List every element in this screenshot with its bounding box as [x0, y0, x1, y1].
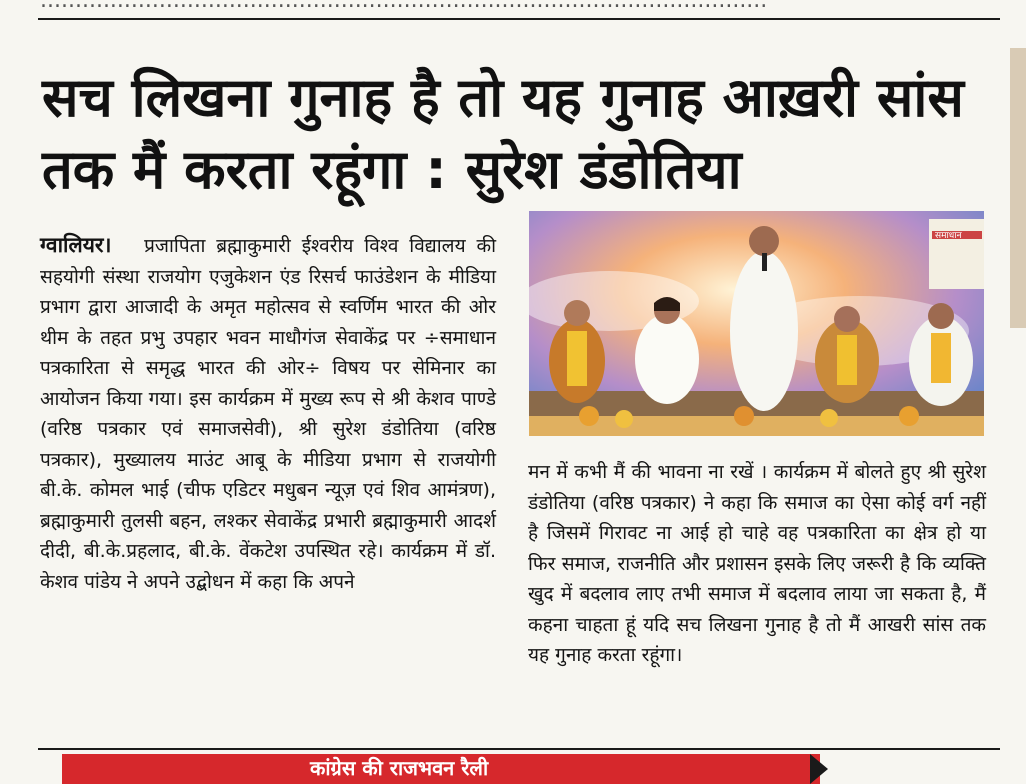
previous-article-cut-text: ........................................................................................................	[40, 0, 768, 13]
top-divider	[38, 18, 1000, 20]
article-column-left	[40, 230, 496, 597]
adjacent-photo-edge	[1010, 48, 1026, 328]
article-body-right: मन में कभी मैं की भावना ना रखें । कार्यक्रम में बोलते हुए श्री सुरेश डंडोतिया (वरिष्ठ पत्रकार) ने कहा कि समाज का ऐसा कोई वर्ग नहीं है जिसमें गिरावट ना आई हो चाहे वह पत्रकारिता का क्षेत्र हो या फिर समाज, राजनीति और प्रशासन इसके लिए जरूरी है कि व्यक्ति खुद में बदलाव लाए तभी समाज में बदलाव लाया जा सकता है, मैं कहना चाहता हूं यदि सच लिखना गुनाह है तो मैं आखरी सांस तक यह गुनाह करता रहूंगा।	[528, 461, 986, 666]
bottom-divider	[38, 748, 1000, 750]
photo-banner-text: समाधान	[935, 231, 962, 241]
event-photo	[529, 211, 984, 436]
banner-arrow	[810, 754, 828, 784]
dateline: ग्वालियर।	[40, 233, 112, 257]
article-body-left: प्रजापिता ब्रह्माकुमारी ईश्वरीय विश्व विद्यालय की सहयोगी संस्था राजयोग एजुकेशन एंड रिसर्च फाउंडेशन के मीडिया प्रभाग द्वारा आजादी के अमृत महोत्सव से स्वर्णिम भारत की ओर थीम के तहत प्रभु उपहार भवन माधौगंज सेवाकेंद्र पर ÷समाधान पत्रकारिता से समृद्ध भारत की ओर÷ विषय पर सेमिनार का आयोजन किया गया। इस कार्यक्रम में मुख्य रूप से श्री केशव पाण्डे (वरिष्ठ पत्रकार एवं समाजसेवी), श्री सुरेश डंडोतिया (वरिष्ठ पत्रकार), मुख्यालय माउंट आबू के मीडिया प्रभाग से राजयोगी बी.के. कोमल भाई (चीफ एडिटर मधुबन न्यूज़ एवं शिव आमंत्रण), ब्रह्माकुमारी तुलसी बहन, लश्कर सेवाकेंद्र प्रभारी ब्रह्माकुमारी आदर्श दीदी, बी.के.प्रहलाद, बी.के. वेंकटेश उपस्थित रहे। कार्यक्रम में डॉ. केशव पांडेय ने अपने उद्बोधन में कहा कि अपने	[40, 235, 496, 593]
next-article-banner-text: कांग्रेस की राजभवन रैली	[310, 756, 489, 780]
headline: सच लिखना गुनाह है तो यह गुनाह आख़री सांस तक मैं करता रहूंगा : सुरेश डंडोतिया	[42, 66, 964, 201]
